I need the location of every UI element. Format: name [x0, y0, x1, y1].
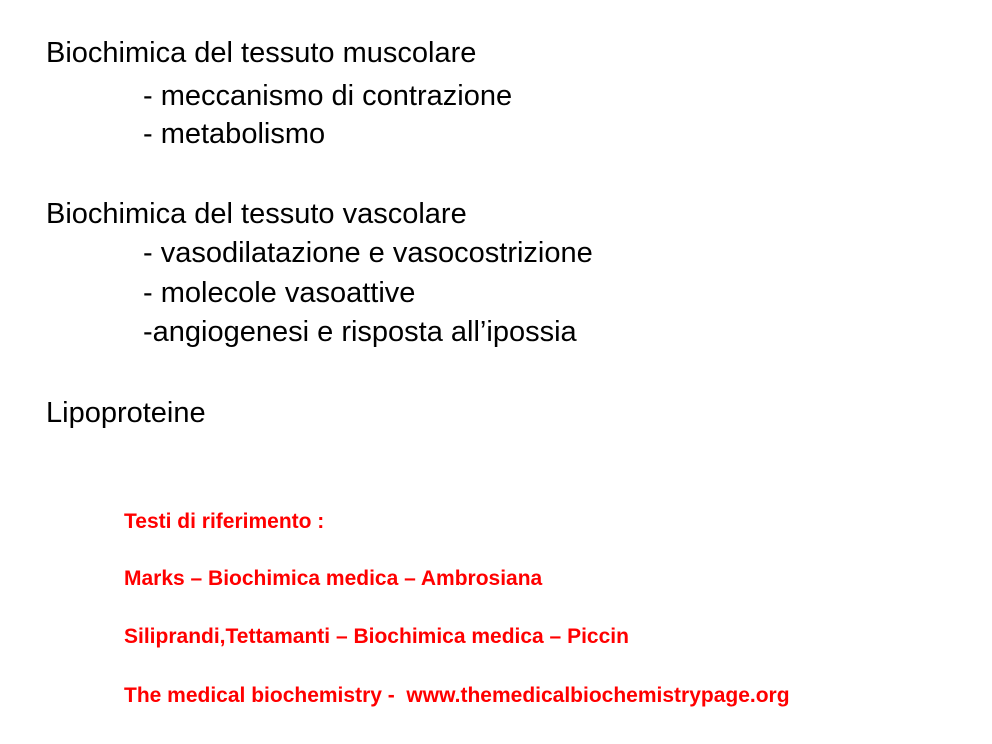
list-item: - molecole vasoattive: [143, 277, 416, 309]
list-item: - metabolismo: [143, 118, 326, 150]
reference-entry: Siliprandi,Tettamanti – Biochimica medica – Piccin: [124, 625, 629, 648]
section-heading-muscle: Biochimica del tessuto muscolare: [46, 37, 477, 69]
section-heading-lipoproteins: Lipoproteine: [46, 397, 206, 429]
list-item: -angiogenesi e risposta all’ipossia: [143, 316, 577, 348]
section-heading-vascular: Biochimica del tessuto vascolare: [46, 198, 467, 230]
references-title: Testi di riferimento :: [124, 510, 325, 533]
list-item: - meccanismo di contrazione: [143, 80, 513, 112]
list-item: - vasodilatazione e vasocostrizione: [143, 237, 593, 269]
reference-entry: Marks – Biochimica medica – Ambrosiana: [124, 567, 543, 590]
reference-entry: The medical biochemistry - www.themedicalbiochemistrypage.org: [124, 684, 790, 707]
